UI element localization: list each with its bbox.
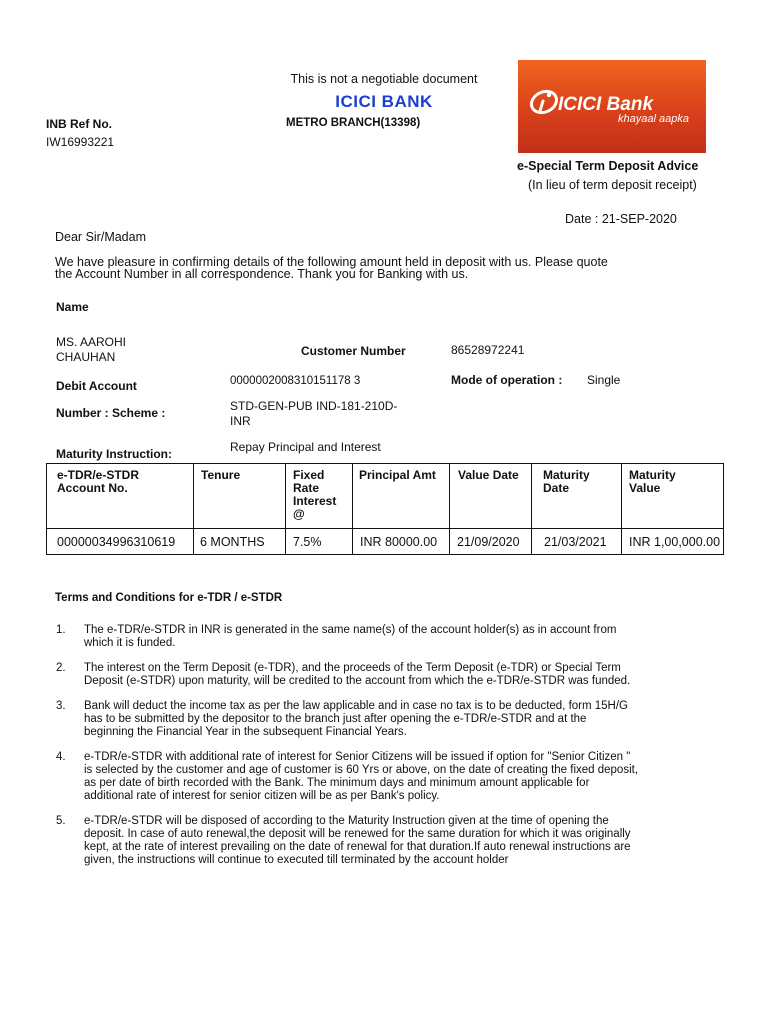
deposit-table xyxy=(46,463,724,555)
customer-number-label: Customer Number xyxy=(301,344,406,358)
customer-number: 86528972241 xyxy=(451,343,525,357)
inb-ref-label: INB Ref No. xyxy=(46,117,112,131)
debit-account-label: Debit Account xyxy=(56,379,137,393)
advice-date: Date : 21-SEP-2020 xyxy=(565,212,677,226)
cell-maturity-date: 21/03/2021 xyxy=(544,535,607,549)
branch-name: METRO BRANCH(13398) xyxy=(286,117,421,129)
th-maturity-date: Maturity Date xyxy=(543,468,590,495)
advice-subtitle: (In lieu of term deposit receipt) xyxy=(528,178,697,192)
mode-of-operation-value: Single xyxy=(587,373,621,387)
cell-maturity-value: INR 1,00,000.00 xyxy=(629,535,721,549)
terms-heading: Terms and Conditions for e-TDR / e-STDR xyxy=(55,592,283,604)
name-line-2: CHAUHAN xyxy=(56,350,116,364)
advice-title: e-Special Term Deposit Advice xyxy=(517,159,699,173)
not-negotiable-note: This is not a negotiable document xyxy=(290,72,478,86)
term-2: The interest on the Term Deposit (e-TDR), and the proceeds of the Term Deposit (e-TDR) or Special Term Deposit (e-STDR) upon maturity, will be credited to the account from which the e-TDR/e-STDR was funded. xyxy=(84,662,631,687)
term-5: e-TDR/e-STDR will be disposed of according to the Maturity Instruction given at the time of opening the deposit. In case of auto renewal,the deposit will be renewed for the same duration for which it was originally kept, at the rate of interest prevailing on the date of renewal for that duration.If auto renewal instructions are given, the instructions will continue to executed till terminated by the account holder xyxy=(84,815,631,866)
letter-line-1: We have pleasure in confirming details of the following amount held in deposit with us. Please quote xyxy=(55,255,608,269)
inb-ref-value: IW16993221 xyxy=(46,135,115,149)
scheme-line-1: STD-GEN-PUB IND-181-210D- xyxy=(230,399,398,413)
th-account-no: e-TDR/e-STDR Account No. xyxy=(57,468,140,495)
name-line-1: MS. AAROHI xyxy=(56,335,127,349)
term-5-number: 5. xyxy=(56,815,66,827)
cell-tenure: 6 MONTHS xyxy=(200,535,265,549)
th-principal-amt: Principal Amt xyxy=(359,468,436,482)
cell-value-date: 21/09/2020 xyxy=(457,535,520,549)
bank-title: ICICI BANK xyxy=(335,92,433,111)
icici-logo xyxy=(518,60,706,153)
term-1: The e-TDR/e-STDR in INR is generated in the same name(s) of the account holder(s) as in account from which it is funded. xyxy=(84,624,617,649)
term-4-number: 4. xyxy=(56,751,66,763)
cell-principal: INR 80000.00 xyxy=(360,535,438,549)
icici-logo-icon xyxy=(518,60,706,153)
mode-of-operation-label: Mode of operation : xyxy=(451,373,563,387)
logo-tagline: khayaal aapka xyxy=(618,113,689,125)
cell-account-no: 00000034996310619 xyxy=(57,535,176,549)
maturity-instruction-label: Maturity Instruction: xyxy=(56,447,172,461)
term-2-number: 2. xyxy=(56,662,66,674)
th-maturity-value: Maturity Value xyxy=(629,468,676,495)
name-label: Name xyxy=(56,300,89,314)
th-value-date: Value Date xyxy=(458,468,519,482)
logo-wordmark: ICICI Bank xyxy=(558,94,654,115)
term-3: Bank will deduct the income tax as per the law applicable and in case no tax is to be deducted, form 15H/G has to be submitted by the depositor to the branch just after opening the e-TDR/e-STDR and at the beginning the Financial Year in the subsequent Financial Years. xyxy=(84,700,629,738)
salutation: Dear Sir/Madam xyxy=(55,230,146,244)
scheme-label: Number : Scheme : xyxy=(56,406,166,420)
term-4: e-TDR/e-STDR with additional rate of interest for Senior Citizens will be issued if option for "Senior Citizen " is selected by the customer and age of customer is 60 Yrs or above, on the date of creating the fixed deposit, as per date of birth recorded with the Bank. The minimum days and minimum amount applicable for additional rate of interest for senior citizen will be as per Bank's policy. xyxy=(84,751,639,802)
scheme-line-2: INR xyxy=(230,414,251,428)
term-1-number: 1. xyxy=(56,624,66,636)
th-fixed-rate: Fixed Rate Interest @ xyxy=(293,468,337,521)
maturity-instruction-value: Repay Principal and Interest xyxy=(230,440,381,454)
debit-account-number: 0000002008310151178 3 xyxy=(230,375,361,387)
th-tenure: Tenure xyxy=(201,468,241,482)
term-3-number: 3. xyxy=(56,700,66,712)
cell-rate: 7.5% xyxy=(293,535,322,549)
letter-line-2: the Account Number in all correspondence. Thank you for Banking with us. xyxy=(55,267,469,281)
